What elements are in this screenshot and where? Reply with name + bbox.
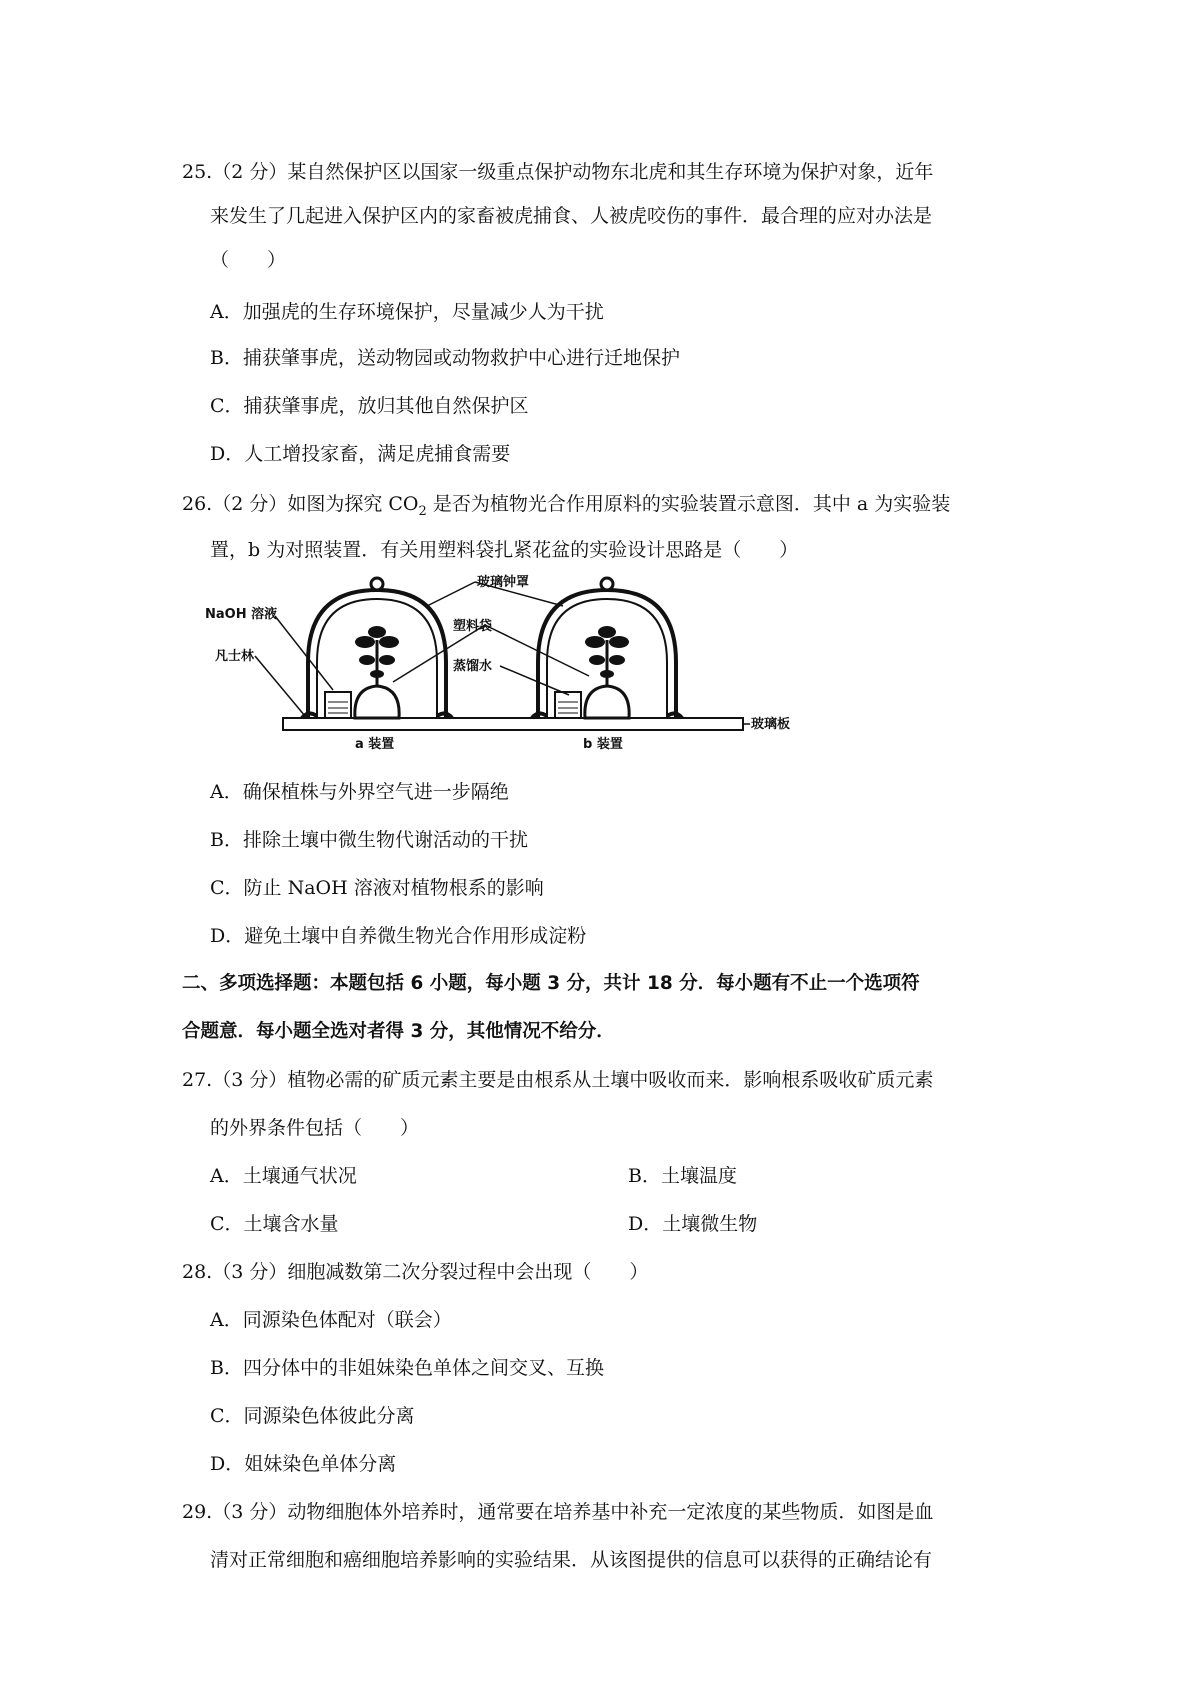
apparatus-diagram [205, 570, 791, 755]
q28-stem-line1: 28.（3 分）细胞减数第二次分裂过程中会出现（ ） [182, 1261, 649, 1283]
plant-pot-a [355, 626, 399, 718]
section2-heading-line2: 合题意．每小题全选对者得 3 分，其他情况不给分． [182, 1021, 615, 1042]
bell-jar-a-knob [371, 578, 383, 590]
glass-plate-shape [283, 718, 743, 730]
q26-option-d: D．避免土壤中自养微生物光合作用形成淀粉 [210, 925, 587, 947]
label-apparatus-b: b 装置 [583, 737, 623, 752]
q25-option-b: B．捕获肇事虎，送动物园或动物救护中心进行迁地保护 [210, 347, 680, 369]
q26-option-b: B．排除土壤中微生物代谢活动的干扰 [210, 829, 528, 851]
q26-option-c: C．防止 NaOH 溶液对植物根系的影响 [210, 877, 544, 899]
label-vaseline: 凡士林 [215, 649, 255, 664]
q27-option-d: D．土壤微生物 [628, 1213, 758, 1235]
q29-stem-line1: 29.（3 分）动物细胞体外培养时，通常要在培养基中补充一定浓度的某些物质．如图是血 [182, 1501, 934, 1523]
q27-option-c: C．土壤含水量 [210, 1213, 339, 1235]
q25-stem-line1: 25.（2 分）某自然保护区以国家一级重点保护动物东北虎和其生存环境为保护对象，近年 [182, 161, 934, 183]
section2-heading-line1: 二、多项选择题：本题包括 6 小题，每小题 3 分，共计 18 分．每小题有不止一个选项符 [182, 973, 920, 994]
bell-jar-b-knob [601, 578, 613, 590]
q26-option-a: A．确保植株与外界空气进一步隔绝 [210, 781, 509, 803]
q27-stem-line2: 的外界条件包括（ ） [210, 1117, 420, 1139]
q27-option-a: A．土壤通气状况 [210, 1165, 357, 1187]
q27-option-b: B．土壤温度 [628, 1165, 737, 1187]
q28-option-c: C．同源染色体彼此分离 [210, 1405, 415, 1427]
q26-stem-line2: 置，b 为对照装置．有关用塑料袋扎紧花盆的实验设计思路是（ ） [210, 539, 799, 561]
q25-option-d: D．人工增投家畜，满足虎捕食需要 [210, 443, 511, 465]
q28-option-d: D．姐妹染色单体分离 [210, 1453, 397, 1475]
beaker-b [555, 692, 581, 718]
label-apparatus-a: a 装置 [355, 737, 395, 752]
beaker-a [325, 692, 351, 718]
q26-stem-line1: 26.（2 分）如图为探究 $CO_2$ 是否为植物光合作用原料的实验装置示意图．其中 a 为实验装 [182, 493, 951, 519]
q25-option-a: A．加强虎的生存环境保护，尽量减少人为干扰 [210, 301, 604, 323]
q28-option-b: B．四分体中的非姐妹染色单体之间交叉、互换 [210, 1357, 604, 1379]
q25-option-c: C．捕获肇事虎，放归其他自然保护区 [210, 395, 529, 417]
q27-stem-line1: 27.（3 分）植物必需的矿质元素主要是由根系从土壤中吸收而来．影响根系吸收矿质元素 [182, 1069, 934, 1091]
label-naoh: NaOH 溶液 [205, 607, 278, 622]
q29-stem-line2: 清对正常细胞和癌细胞培养影响的实验结果．从该图提供的信息可以获得的正确结论有 [210, 1549, 933, 1571]
q28-option-a: A．同源染色体配对（联会） [210, 1309, 452, 1331]
label-distilled-water: 蒸馏水 [453, 659, 493, 674]
plant-pot-b [585, 626, 629, 718]
experiment-apparatus-figure [205, 570, 791, 755]
q25-answer-blank: （ ） [210, 249, 287, 271]
label-bell-jar: 玻璃钟罩 [477, 575, 530, 590]
label-plastic-bag: 塑料袋 [453, 619, 493, 634]
q25-stem-line2: 来发生了几起进入保护区内的家畜被虎捕食、人被虎咬伤的事件．最合理的应对办法是 [210, 205, 933, 227]
label-glass-plate: 玻璃板 [751, 717, 791, 732]
